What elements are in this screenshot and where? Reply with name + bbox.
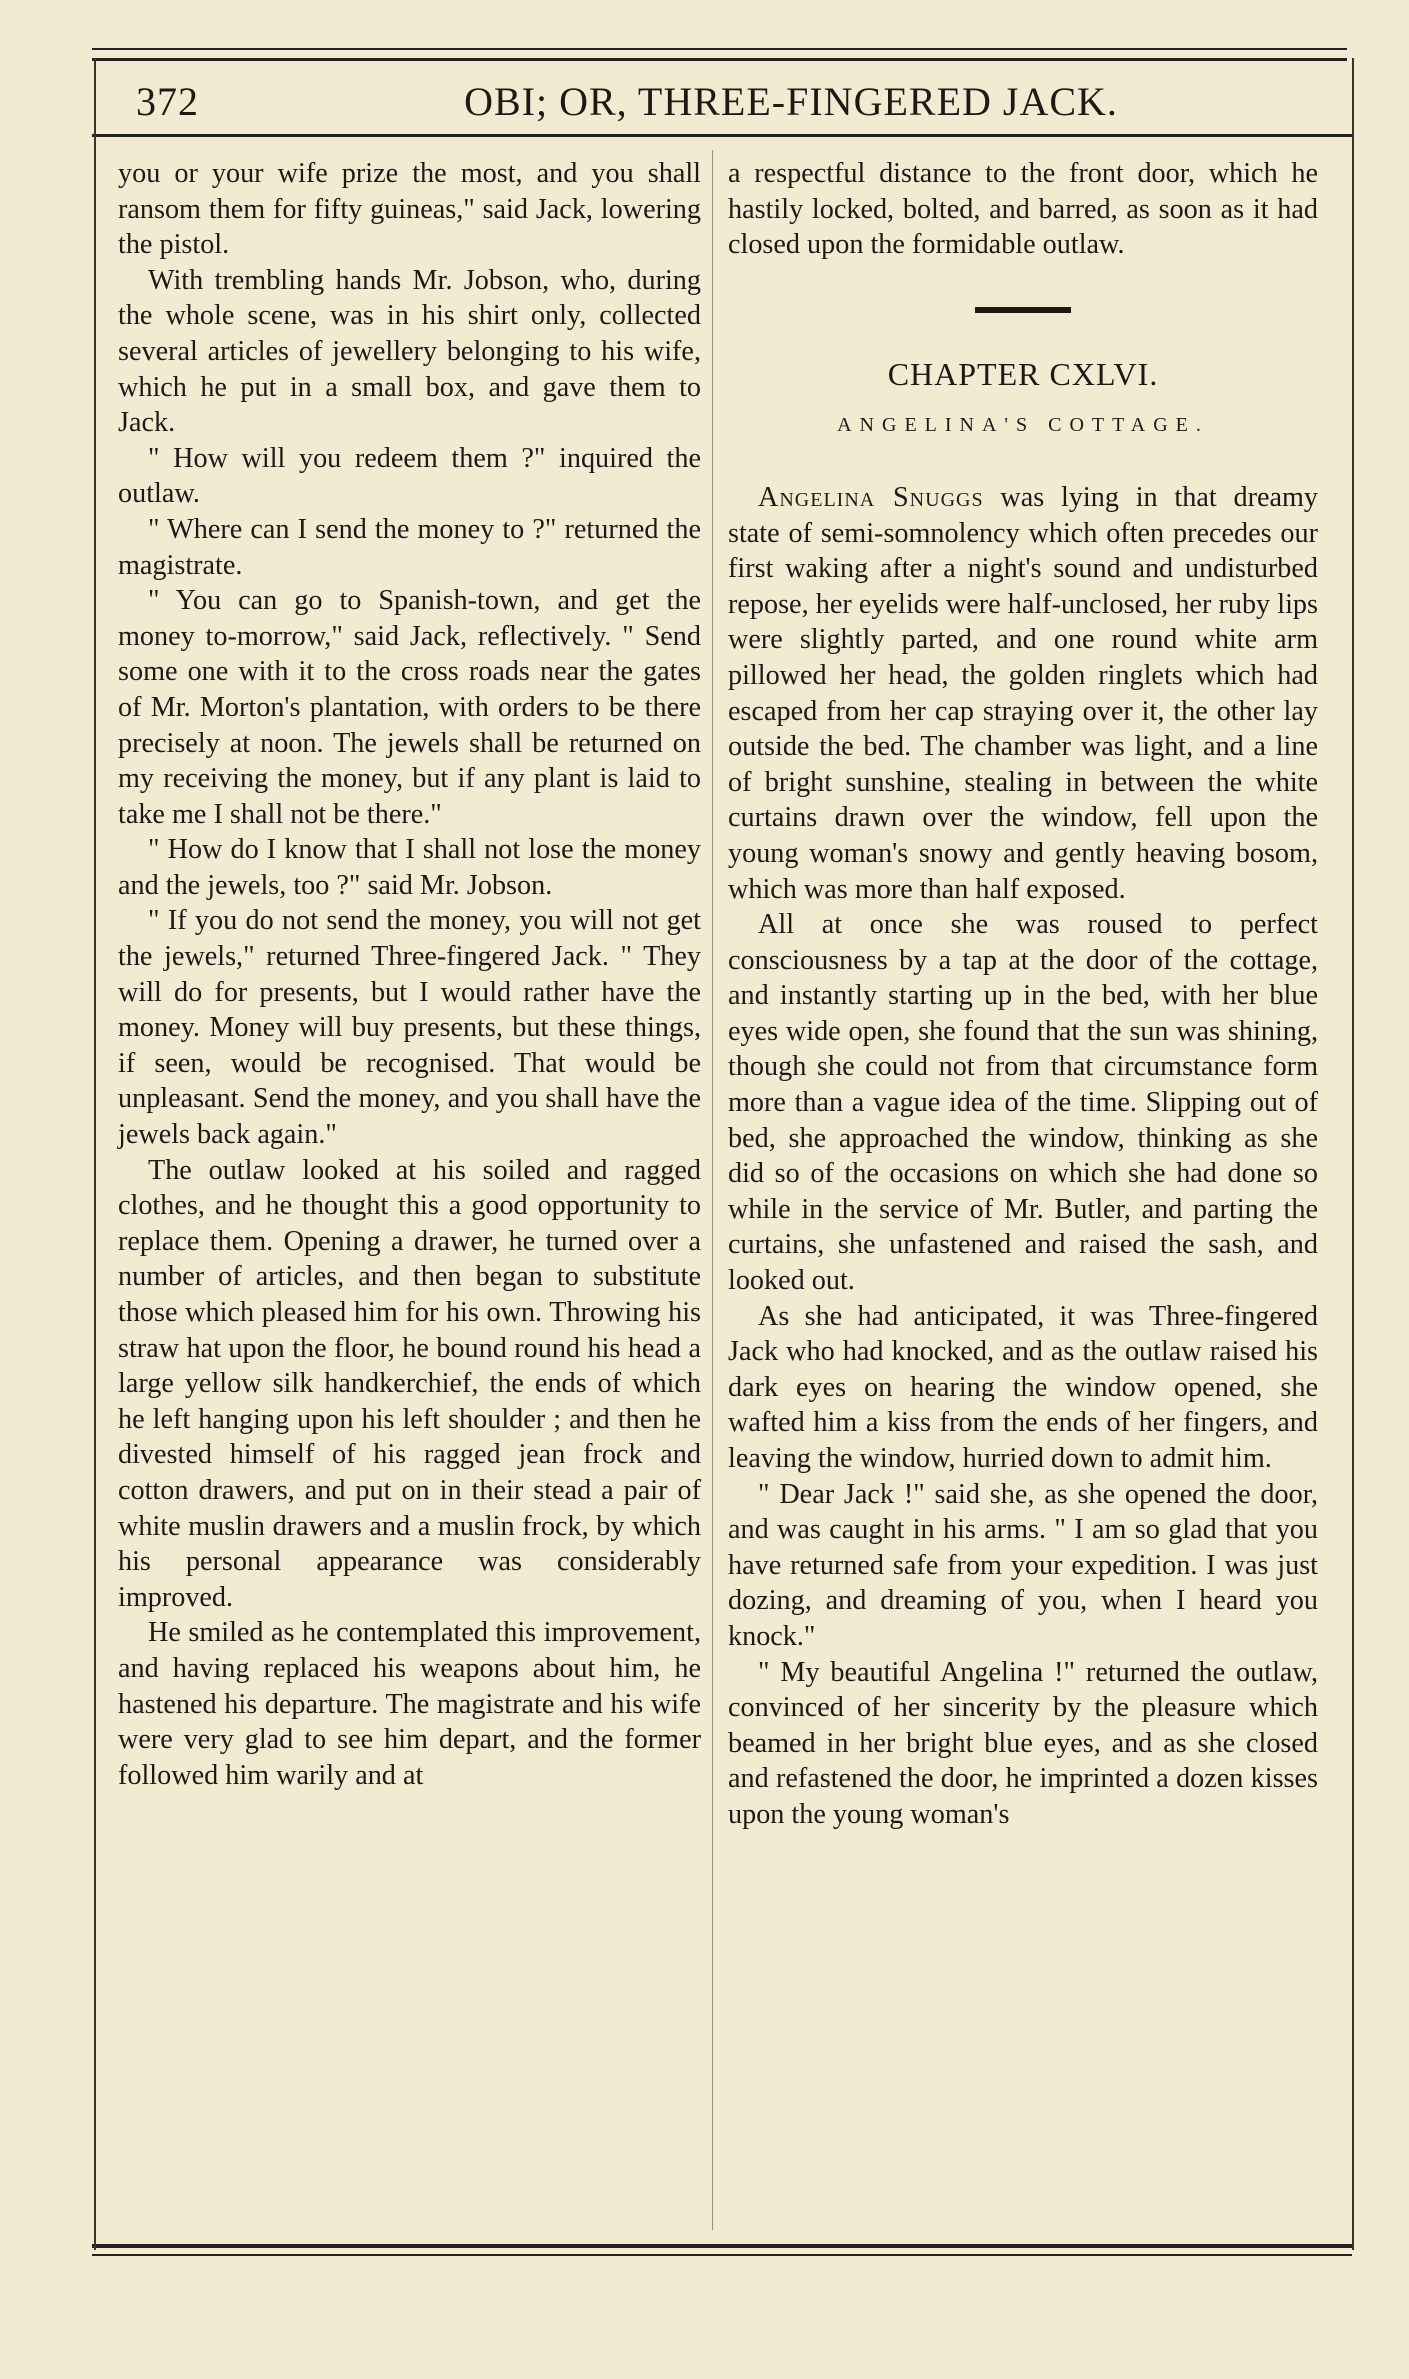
running-header: [130, 72, 1352, 128]
chapter-divider: [975, 307, 1071, 313]
bottom-rule-thick: [92, 2244, 1352, 2248]
paragraph: you or your wife prize the most, and you shall ransom them for fifty guineas," said Jack, lowering the pistol.: [118, 158, 701, 261]
chapter-subtitle: ANGELINA'S COTTAGE.: [837, 414, 1209, 437]
paragraph: With trembling hands Mr. Jobson, who, during the whole scene, was in his shirt only, collected several articles of jewellery belonging to his wife, which he put in a small box, and gave them to Jack.: [118, 264, 701, 439]
left-border-rule: [94, 58, 96, 2250]
top-rule-thin: [92, 48, 1347, 50]
paragraph: " How will you redeem them ?" inquired the outlaw.: [118, 442, 701, 510]
paragraph: As she had anticipated, it was Three-fingered Jack who had knocked, and as the outlaw raised his dark eyes on hearing the window opened, she wafted him a kiss from the ends of her fingers, and leaving the window, hurried down to admit him.: [728, 1300, 1318, 1474]
right-column: [728, 156, 1318, 1833]
column-divider: [712, 150, 713, 2230]
paragraph: " Dear Jack !" said she, as she opened the door, and was caught in his arms. " I am so glad that you have returned safe from your expedition. I was just dozing, and dreaming of you, when I heard you knock.": [728, 1478, 1318, 1652]
paragraph: The outlaw looked at his soiled and ragged clothes, and he thought this a good opportunity to replace them. Opening a drawer, he turned over a number of articles, and then began to substitute those which pleased him for his own. Throwing his straw hat upon the floor, he bound round his head a large yellow silk handkerchief, the ends of which he left hanging upon his left shoulder ; and then he divested himself of his ragged jean frock and cotton drawers, and put on in their stead a pair of white muslin drawers and a muslin frock, by which his personal appearance was considerably improved.: [118, 1154, 701, 1613]
chapter-lead-words: Angelina Snuggs: [758, 481, 984, 513]
paragraph: " You can go to Spanish-town, and get the money to-morrow," said Jack, reflectively. " Send some one with it to the cross roads near the gates of Mr. Morton's plantation, with orders to be there precisely at noon. The jewels shall be returned on my receiving the money, but if any plant is laid to take me I shall not be there.": [118, 585, 701, 830]
right-border-rule: [1352, 58, 1354, 2250]
paragraph: " Where can I send the money to ?" returned the magistrate.: [118, 513, 701, 581]
running-title: OBI; OR, THREE-FINGERED JACK.: [464, 79, 1118, 124]
paragraph: " How do I know that I shall not lose the money and the jewels, too ?" said Mr. Jobson.: [118, 834, 701, 901]
paragraph-body: was lying in that dreamy state of semi-somnolency which often precedes our first waking after a night's sound and undisturbed repose, her eyelids were half-unclosed, her ruby lips were slightly parted, and one round white arm pillowed her head, the golden ringlets which had escaped from her cap straying over it, the other lay outside the bed. The chamber was light, and a line of bright sunshine, stealing in between the white curtains drawn over the window, fell upon the young woman's snowy and gently heaving bosom, which was more than half exposed.: [728, 481, 1319, 905]
header-rule: [92, 134, 1352, 137]
top-rule-thick: [92, 58, 1347, 61]
page-number: 372: [136, 79, 199, 124]
bottom-rule-thin: [92, 2254, 1352, 2256]
paragraph: He smiled as he contemplated this improvement, and having replaced his weapons about him, he hastened his departure. The magistrate and his wife were very glad to see him depart, and the former followed him warily and at: [118, 1617, 701, 1791]
paragraph: a respectful distance to the front door, which he hastily locked, bolted, and barred, as soon as it had closed upon the formidable outlaw.: [728, 158, 1318, 261]
paragraph: All at once she was roused to perfect consciousness by a tap at the door of the cottage, and instantly starting up in the bed, with her blue eyes wide open, she found that the sun was shining, though she could not from that circumstance form more than a vague idea of the time. Slipping out of bed, she approached the window, thinking as she did so of the occasions on which she had done so while in the service of Mr. Butler, and parting the curtains, she unfastened and raised the sash, and looked out.: [728, 909, 1318, 1297]
paragraph: " If you do not send the money, you will not get the jewels," returned Three-fingered Jack. " They will do for presents, but I would rather have the money. Money will buy presents, but these things, if seen, would be recognised. That would be unpleasant. Send the money, and you shall have the jewels back again.": [118, 905, 701, 1151]
paragraph: " My beautiful Angelina !" returned the outlaw, convinced of her sincerity by the pleasure which beamed in her bright blue eyes, and as she closed and refastened the door, he imprinted a dozen kisses upon the young woman's: [728, 1656, 1318, 1830]
left-column: [118, 156, 701, 1793]
chapter-title: CHAPTER CXLVI.: [887, 355, 1159, 392]
paragraph: [728, 480, 1318, 907]
